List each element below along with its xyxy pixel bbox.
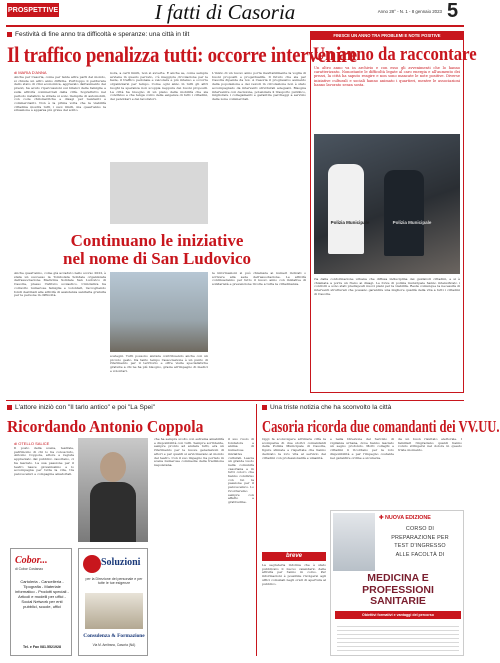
kicker-text: Festività di fine anno tra difficoltà e speranze: una città in tilt	[15, 31, 190, 38]
page-number: 5	[447, 0, 459, 22]
ad-cobor-brand: Cobor...	[15, 555, 48, 566]
ad-medicina-list	[337, 623, 459, 653]
ad-soluzioni	[78, 548, 148, 656]
officer-figure-right	[384, 170, 424, 256]
ad-soluzioni-footer: Consulenza & Formazione	[83, 633, 145, 639]
photo-caption-left: Polizia Municipale	[330, 220, 370, 225]
photo-caption-right: Polizia Municipale	[392, 220, 432, 225]
portrait-face	[100, 452, 126, 482]
top-story-photo	[110, 162, 208, 224]
top-story-col3: L'inizio di un nuovo anno porta inevitabilmente la voglia di buoni propositi e progettualità. Il futuro che sia per Casoria dipende da noi. A Casoria il progressivo aumento della popolazione e dei veicoli in circolazione non è stato accompagnato da interventi strutturali adeguati. Bisogna intervenire con decisione, potenziare il trasporto pubblico, migliorare i collegamenti e garantire parcheggi a servizio delle zone commerciali.	[212, 71, 306, 101]
soluzioni-logo-icon	[83, 555, 101, 573]
vvuu-col1: Oggi fa sconvolgere all'intera città la scomparsa di due storici comandanti della Polizia Municipale di Casoria, figure stimate e rispettate che hanno dedicato la loro vita al servizio dei cittadini con professionalità e umanità.	[262, 437, 326, 460]
column-divider	[256, 404, 257, 656]
ad-soluzioni-brand: Soluzioni	[101, 557, 141, 568]
ad-big-line: SANITARIE	[370, 595, 426, 607]
brevi-label: breve	[262, 552, 326, 561]
ludovico-photo	[110, 272, 208, 352]
ludovico-title-line2: nel nome di San Ludovico	[63, 249, 251, 268]
page-header	[0, 0, 470, 30]
header-rule	[6, 25, 464, 27]
ad-line: ALLE FACOLTÀ DI	[395, 551, 445, 558]
vvuu-title: Casoria ricorda due comandanti dei VV.UU.	[262, 417, 500, 436]
vvuu-kicker	[262, 404, 462, 411]
vvuu-col2: e nella Direzione del Servizio di vigilanza urbana, dove hanno lasciato un segno profondo. Molti colleghi e cittadini li ricordano per la loro disponibilità e per l'impegno costante nel garantire ordine e sicurezza.	[330, 437, 394, 460]
coppola-kicker	[7, 404, 237, 411]
coppola-byline: di OTELLO SALICE	[14, 441, 50, 446]
coppola-col2: che ha sempre svolto con estrema amabilità e disponibilità con tutti. Sempre sorridente, sempre pronto ad aiutare tutti, era un riferimento per le nuove generazioni di attori e per quanti si avvicinavano al mondo del teatro. Con il suo impegno ha portato in scena numerose commedie della tradizione napoletana.	[154, 437, 224, 467]
ad-medicina-footer: Obiettivi formativi e vantaggi del percorso	[335, 611, 461, 619]
sidebar-photo	[314, 134, 460, 274]
sidebar-body: ria dalla conformazione urbana che diffusa indisciplina dei guidatori cittadini, e si è chiamata a porre un freno ai disagi. Le forze di polizia municipale hanno intensificato i controlli e sono stati predisposti nuovi piani per la viabilità. Resta comunque la necessità di interventi strutturali che possano garantire una migliore qualità della vita a tutti i cittadini di Casoria.	[314, 277, 460, 296]
top-story-col2: nora, a certi limiti, non si avverte. E anche se, come sempre avviene in questo periodo, c'è maggiore circolazione per le feste, il traffico pedonale e veicolare è più intenso e occorre organizzarsi per tempo. Come ogni anno in tutti gli altri luoghi la speranza non scoppia neppure dei buoni propositi. La città ha bisogno di un piano della mobilità che sia condiviso e che tenga conto delle esigenze di tutti i cittadini, dei pendolari e dei lavoratori.	[110, 71, 208, 101]
ludovico-col3: le informazioni si può chiamare ai numeri indicati o scrivere alla sede dell'associazione. Le attività continueranno per tutto il nuovo anno con iniziative di solidarietà e prevenzione rivolte a tutta la cittadinanza.	[212, 271, 306, 287]
coppola-photo	[78, 438, 148, 542]
ludovico-col1: Anche quest'anno, come già accaduto nello scorso 2022, è stata un successo la Tombolata Solidale organizzata dall'associazione Medicina Solidale San Ludovico di Casoria, presso l'istituto scolastico. L'iniziativa ha coinvolto numerose famiglie e volontari, raccogliendo fondi destinati alle attività di assistenza sanitaria gratuita per le persone in difficoltà.	[14, 271, 106, 298]
ad-big-line: PROFESSIONI	[362, 583, 434, 596]
officer-figure-left	[328, 164, 364, 254]
section-divider	[6, 400, 464, 401]
plus-icon: ✚	[379, 515, 386, 521]
masthead: I fatti di Casoria	[154, 0, 296, 24]
ad-cobor-lines: Cartoleria - Cancelleria - Tipografia - Materiale informatico - Prodotti speciali - Articoli e modelli per uffici - Social Network per enti pubblici, scuole, uffici	[15, 579, 69, 609]
top-story-col1: Anche per Casoria, come per tante altre parti del mondo, si chiude un altro anno difficile. Purtroppo il perdurare dello stato di crisi economica, aggravato dall'aumento dei prezzi, ha avuto ripercussioni sui bilanci delle famiglie e sulle attività commerciali della città. Soprattutto nel periodo natalizio le strade si sono riempite di automobili, con code chilometriche e disagi per residenti e commercianti. Non è la prima volta che la viabilità cittadina mostra tutti i suoi limiti, ma quest'anno la situazione è apparsa più grave del solito.	[14, 75, 106, 113]
ad-line: TEST D'INGRESSO	[394, 543, 446, 550]
ad-line: PREPARAZIONE PER	[391, 534, 449, 541]
top-story-byline: di MARIA D'ANNA	[14, 70, 47, 75]
ludovico-col2: sostegni. Tutti possono aiutare contribuendo anche con un piccolo gesto. Da tanto tempo l'associazione è un punto di riferimento per il territorio e offre visite specialistiche gratuite a chi ne ha più bisogno, grazie all'impegno di medici e volontari.	[110, 354, 208, 373]
ad-medicina-lines	[379, 525, 461, 559]
sidebar-title: Un anno da raccontare	[313, 44, 477, 65]
kicker-text: Una triste notizia che ha sconvolto la città	[270, 404, 392, 411]
ad-line: CORSO DI	[405, 526, 435, 532]
ad-medicina	[330, 510, 464, 656]
top-story-title: Il traffico penalizza tutti: occorre intervenire	[7, 42, 357, 67]
ad-medicina-image	[333, 513, 375, 571]
brevi-box	[262, 552, 326, 652]
sidebar-label: FINISCE UN ANNO TRA PROBLEMI E NOTE POSITIVE	[310, 31, 464, 40]
coppola-col1: Il posto della scena, teatrale, patrimonio di chi lo ha conosciuto, Antonio Coppola, attore e regista apprezzato dal pubblico casoriano, ci ha lasciato. La sua passione per il teatro nasce giovanissimo e lo accompagna per tutta la vita, tra palcoscenici e compagnie amatoriali.	[14, 446, 74, 476]
coppola-col3: il suo ruolo di fondatore e anima di numerose iniziative culturali. Lascia un grande vuoto nella comunità casoriana e in tutti coloro che hanno condiviso con lui la passione per il palcoscenico. Lo ricorderemo sempre con affetto e gratitudine.	[228, 437, 254, 504]
ad-soluzioni-image	[85, 593, 143, 629]
section-label: PROSPETTIVE	[7, 3, 59, 17]
top-story-kicker	[7, 31, 307, 38]
ad-soluzioni-tagline: per la Direzione del personale e per tutte le tue esigenze	[85, 577, 143, 585]
ad-cobor	[10, 548, 72, 656]
square-bullet-icon	[7, 405, 12, 410]
ludovico-title-line1: Continuano le iniziative	[70, 231, 244, 250]
brevi-text: La segreteria informa che è stato pubblicato il nuovo calendario delle attività per l'anno in corso. Per informazioni è possibile rivolgersi agli uffici comunali negli orari di apertura al pubblico.	[262, 563, 326, 586]
issue-info: Anno 28° - N. 1 - 8 gennaio 2023	[377, 9, 442, 14]
square-bullet-icon	[7, 32, 12, 37]
ad-cobor-phone: Tel. e Fax 081.5521928	[22, 645, 62, 649]
coppola-title: Ricordando Antonio Coppola	[7, 417, 204, 436]
sidebar-intro: Un altro anno va in archivio e con esso gli avvenimenti che lo hanno caratterizzato. Nonostante le difficoltà legate al caro energia e all'aumento dei prezzi, la città ha saputo reagire e non sono mancate le note positive. Diverse iniziative culturali e sociali hanno animato i quartieri, mentre le associazioni hanno lavorato senza sosta.	[314, 66, 460, 87]
ad-medicina-badge-text: NUOVA EDIZIONE	[385, 515, 431, 521]
ad-cobor-sub: di Cobor Costanzo	[15, 567, 44, 571]
ad-soluzioni-address: Via M. Amitrano, Casoria (NA)	[92, 643, 136, 647]
kicker-text: L'attore iniziò con "Il tarlo antico" e poi "La Spei"	[15, 404, 156, 411]
vvuu-col3: da un buon risultato elettorale. I familiari ringraziano quanti hanno voluto stringersi nel dolore in questo triste momento.	[398, 437, 462, 453]
ad-medicina-big	[335, 573, 461, 608]
square-bullet-icon	[262, 405, 267, 410]
ad-big-line: MEDICINA E	[367, 572, 429, 584]
portrait-body	[90, 482, 136, 542]
ad-medicina-badge	[379, 515, 461, 521]
